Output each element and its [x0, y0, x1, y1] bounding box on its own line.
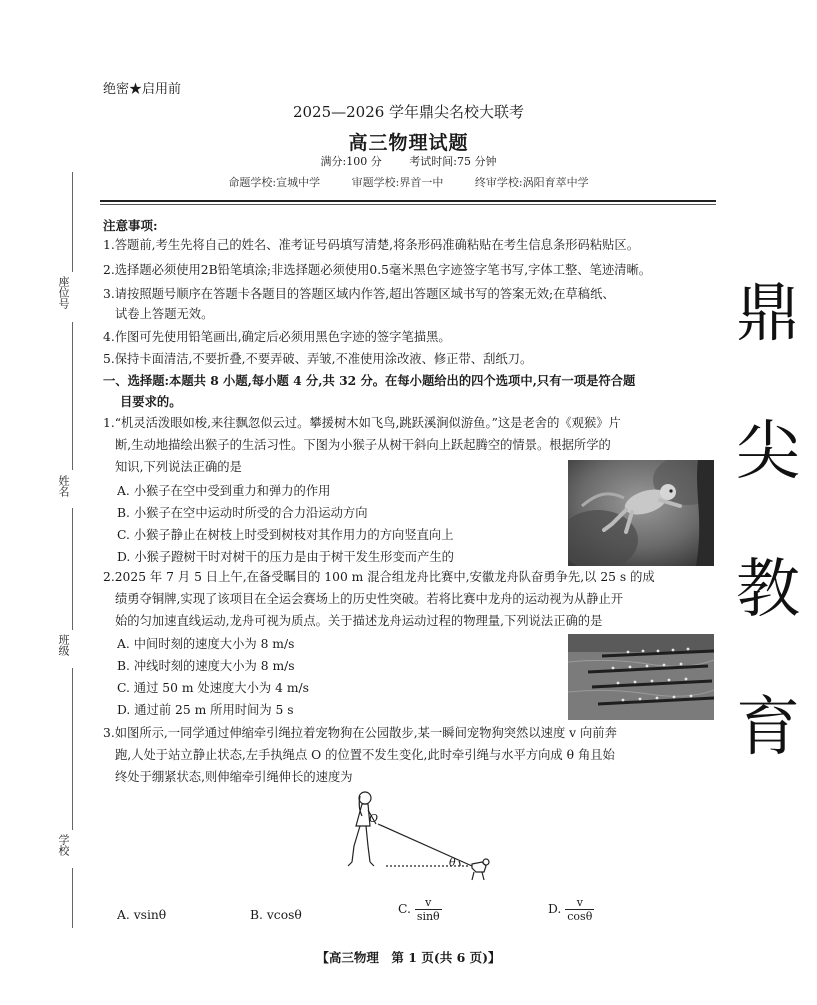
dragon-boat-photo — [568, 634, 714, 720]
q3-option-d-label: D. — [548, 902, 562, 916]
notice-item: 2.选择题必须使用2B铅笔填涂;非选择题必须使用0.5毫米黑色字迹签字笔书写,字体工整、笔迹清晰。 — [103, 263, 652, 277]
q3-option-c — [398, 896, 442, 923]
subject-title: 高三物理试题 — [348, 132, 469, 154]
page-footer: 【高三物理 第 1 页(共 6 页)】 — [316, 950, 501, 965]
section-heading: 一、选择题:本题共 8 小题,每小题 4 分,共 32 分。在每小题给出的四个选项中,只有一项是符合题 — [103, 373, 636, 388]
confidential-mark: 绝密★启用前 — [103, 82, 182, 97]
question-2-stem: 2.2025 年 7 月 5 日上午,在备受瞩目的 100 m 混合组龙舟比赛中,安徽龙舟队奋勇争先,以 25 s 的成 — [103, 570, 655, 584]
q1-option-a: A. 小猴子在空中受到重力和弹力的作用 — [117, 484, 331, 498]
question-3-stem: 跑,人处于站立静止状态,左手执绳点 O 的位置不发生变化,此时牵引绳与水平方向成 θ 角且始 — [115, 748, 615, 762]
header-rule-thin — [100, 204, 716, 205]
reviewer-school: 审题学校:界首一中 — [351, 176, 444, 189]
q2-option-b: B. 冲线时刻的速度大小为 8 m/s — [117, 659, 295, 673]
brand-char-2: 尖 — [736, 415, 800, 489]
setter-school: 命题学校:宣城中学 — [228, 176, 321, 189]
question-3-stem: 3.如图所示,一同学通过伸缩牵引绳拉着宠物狗在公园散步,某一瞬间宠物狗突然以速度 v 向前奔 — [103, 726, 617, 740]
q3-option-b: B. vcosθ — [250, 908, 302, 922]
q3-option-d-fraction — [565, 896, 594, 923]
q3-option-d-num: v — [576, 896, 583, 909]
q1-option-d: D. 小猴子蹬树干时对树干的压力是由于树干发生形变而产生的 — [117, 550, 454, 564]
leash-diagram — [340, 786, 500, 890]
brand-char-4: 育 — [736, 691, 800, 765]
q3-option-c-den: sinθ — [416, 910, 440, 923]
q2-option-a: A. 中间时刻的速度大小为 8 m/s — [117, 637, 295, 651]
binding-line — [72, 322, 73, 470]
class-label: 班级 — [57, 634, 70, 656]
school-credits — [0, 174, 817, 190]
name-label: 姓名 — [57, 475, 70, 497]
time-text: 考试时间:75 分钟 — [409, 155, 497, 168]
question-1-stem: 1.“机灵活泼眼如梭,来往飘忽似云过。攀援树木如飞鸟,跳跃溪涧似游鱼。”这是老舍的《观猴》片 — [103, 416, 621, 430]
q3-option-c-label: C. — [398, 902, 411, 916]
angle-theta-label: θ — [449, 856, 456, 869]
q1-option-c: C. 小猴子静止在树枝上时受到树枝对其作用力的方向竖直向上 — [117, 528, 454, 542]
binding-line — [72, 668, 73, 830]
notice-item: 试卷上答题无效。 — [115, 307, 214, 321]
notice-item: 3.请按照题号顺序在答题卡各题目的答题区域内作答,超出答题区域书写的答案无效;在草稿纸、 — [103, 287, 615, 301]
q3-option-d — [548, 896, 594, 923]
q3-option-c-num: v — [425, 896, 432, 909]
notice-item: 4.作图可先使用铅笔画出,确定后必须用黑色字迹的签字笔描黑。 — [103, 330, 451, 344]
exam-meta — [0, 153, 817, 169]
monkey-photo — [568, 460, 714, 566]
binding-line — [72, 868, 73, 928]
question-1-stem: 知识,下列说法正确的是 — [115, 460, 242, 474]
binding-line — [72, 172, 73, 272]
notice-item: 1.答题前,考生先将自己的姓名、准考证号码填写清楚,将条形码准确粘贴在考生信息条形码粘贴区。 — [103, 238, 640, 252]
question-2-stem: 绩勇夺铜牌,实现了该项目在全运会赛场上的历史性突破。若将比赛中龙舟的运动视为从静止开 — [115, 592, 624, 606]
final-school: 终审学校:涡阳育萃中学 — [474, 176, 589, 189]
binding-line — [72, 508, 73, 630]
brand-char-3: 教 — [736, 553, 800, 627]
brand-char-1: 鼎 — [736, 277, 800, 351]
exam-title: 2025—2026 学年鼎尖名校大联考 — [292, 103, 525, 121]
q3-option-c-fraction — [415, 896, 442, 923]
question-1-stem: 断,生动地描绘出猴子的生活习性。下图为小猴子从树干斜向上跃起腾空的情景。根据所学的 — [115, 438, 611, 452]
section-heading-cont: 目要求的。 — [120, 394, 182, 409]
notice-item: 5.保持卡面清洁,不要折叠,不要弄破、弄皱,不准使用涂改液、修正带、刮纸刀。 — [103, 352, 533, 366]
q3-option-a: A. vsinθ — [117, 908, 167, 922]
notice-heading: 注意事项: — [103, 218, 158, 233]
header-rule — [100, 200, 716, 202]
seat-label: 座位号 — [57, 276, 70, 309]
point-o-label: O — [369, 812, 379, 825]
q2-option-d: D. 通过前 25 m 所用时间为 5 s — [117, 703, 294, 717]
school-label: 学校 — [57, 834, 70, 856]
q3-option-d-den: cosθ — [567, 910, 593, 923]
question-3-stem: 终处于绷紧状态,则伸缩牵引绳伸长的速度为 — [115, 770, 353, 784]
q2-option-c: C. 通过 50 m 处速度大小为 4 m/s — [117, 681, 309, 695]
q1-option-b: B. 小猴子在空中运动时所受的合力沿运动方向 — [117, 506, 368, 520]
question-2-stem: 始的匀加速直线运动,龙舟可视为质点。关于描述龙舟运动过程的物理量,下列说法正确的是 — [115, 614, 603, 628]
score-text: 满分:100 分 — [320, 155, 382, 168]
